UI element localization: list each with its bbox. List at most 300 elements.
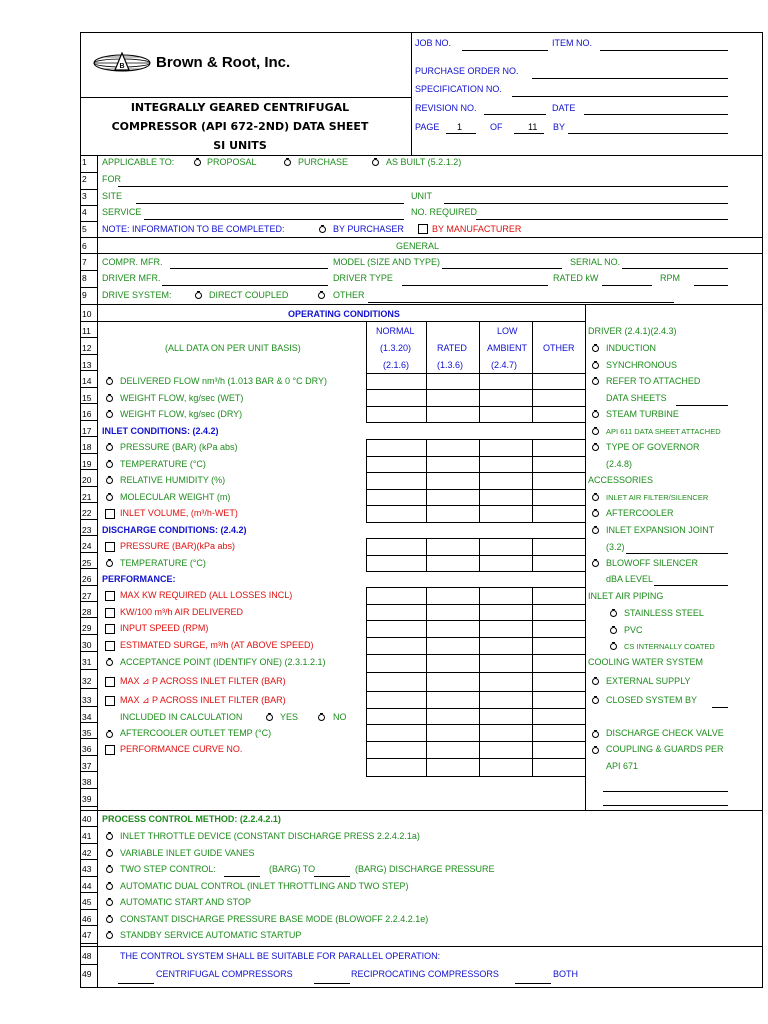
line-separator bbox=[80, 270, 97, 271]
other-field[interactable] bbox=[368, 302, 674, 303]
inlet-conditions-label: INLET CONDITIONS: (2.4.2) bbox=[102, 426, 219, 436]
page-total: 11 bbox=[528, 122, 538, 132]
serial-no-field[interactable] bbox=[622, 268, 728, 269]
line-separator bbox=[80, 876, 97, 877]
weight-flow-dry-label: WEIGHT FLOW, kg/sec (DRY) bbox=[120, 409, 243, 419]
pressure-discharge-label: PRESSURE (BAR)(kPa abs) bbox=[120, 541, 236, 551]
closed-system-label: CLOSED SYSTEM BY bbox=[606, 695, 698, 705]
acceptance-label: ACCEPTANCE POINT (IDENTIFY ONE) (2.3.1.2.1) bbox=[120, 657, 326, 667]
line-separator bbox=[80, 925, 97, 926]
grid-line bbox=[366, 505, 585, 506]
line-separator bbox=[80, 337, 97, 338]
grid-line bbox=[366, 587, 367, 776]
check-valve-label: DISCHARGE CHECK VALVE bbox=[606, 728, 724, 738]
line-separator bbox=[80, 535, 97, 536]
grid-line bbox=[532, 373, 533, 422]
delivered-flow-radio[interactable] bbox=[106, 378, 113, 385]
coupling-radio[interactable] bbox=[592, 747, 599, 754]
grid-line bbox=[366, 406, 585, 407]
line-separator bbox=[80, 205, 97, 206]
line-number: 29 bbox=[82, 623, 92, 633]
line-number: 24 bbox=[82, 541, 92, 551]
purchase-radio[interactable] bbox=[284, 159, 291, 166]
rated-kw-label: RATED kW bbox=[553, 273, 599, 283]
pvc-label: PVC bbox=[624, 625, 643, 635]
yes-radio[interactable] bbox=[266, 714, 273, 721]
performance-curve-label: PERFORMANCE CURVE NO. bbox=[120, 744, 243, 754]
max-kw-box[interactable] bbox=[105, 591, 115, 601]
pressure-inlet-radio[interactable] bbox=[106, 444, 113, 451]
line-separator bbox=[80, 469, 97, 470]
spec-field[interactable] bbox=[512, 96, 728, 97]
closed-system-radio[interactable] bbox=[592, 697, 599, 704]
line-number: 18 bbox=[82, 442, 92, 452]
two-step-label: TWO STEP CONTROL: bbox=[120, 864, 216, 874]
data-sheets-field[interactable] bbox=[676, 405, 728, 406]
max-dp2-label: MAX ⊿ P ACROSS INLET FILTER (BAR) bbox=[120, 695, 286, 705]
site-label: SITE bbox=[102, 191, 123, 201]
dual-label: AUTOMATIC DUAL CONTROL (INLET THROTTLING AND TWO STEP) bbox=[120, 881, 409, 891]
input-speed-box[interactable] bbox=[105, 624, 115, 634]
driver-extra-field-2[interactable] bbox=[603, 805, 728, 806]
divider bbox=[80, 304, 763, 305]
line-separator bbox=[80, 771, 97, 772]
direct-coupled-radio[interactable] bbox=[195, 292, 202, 299]
line-number: 25 bbox=[82, 558, 92, 568]
grid-line bbox=[479, 321, 480, 373]
no-label: NO bbox=[333, 712, 347, 722]
guide-vanes-label: VARIABLE INLET GUIDE VANES bbox=[120, 848, 255, 858]
accessories-label: ACCESSORIES bbox=[588, 475, 654, 485]
external-supply-radio[interactable] bbox=[592, 678, 599, 685]
line-separator bbox=[80, 585, 97, 586]
line-separator bbox=[80, 552, 97, 553]
performance-label: PERFORMANCE: bbox=[102, 574, 176, 584]
no-radio[interactable] bbox=[318, 714, 325, 721]
line-separator bbox=[80, 370, 97, 371]
line-separator bbox=[80, 755, 97, 756]
line-number: 1 bbox=[82, 157, 87, 167]
temperature-discharge-radio[interactable] bbox=[106, 560, 113, 567]
col-ambient: AMBIENT bbox=[487, 343, 528, 353]
barg-discharge-label: (BARG) DISCHARGE PRESSURE bbox=[355, 864, 495, 874]
service-field[interactable] bbox=[144, 219, 404, 220]
no-required-field[interactable] bbox=[476, 219, 728, 220]
pressure-discharge-box[interactable] bbox=[105, 542, 115, 552]
start-stop-radio[interactable] bbox=[106, 899, 113, 906]
grid-line bbox=[366, 439, 585, 440]
note-label: NOTE: INFORMATION TO BE COMPLETED: bbox=[102, 224, 285, 234]
grid-line bbox=[532, 321, 533, 373]
temperature-inlet-radio[interactable] bbox=[106, 461, 113, 468]
driver-extra-field-1[interactable] bbox=[603, 791, 728, 792]
line-number: 42 bbox=[82, 848, 92, 858]
inlet-filter-radio[interactable] bbox=[592, 494, 599, 501]
line-separator bbox=[80, 420, 97, 421]
grid-line bbox=[585, 439, 586, 522]
steam-turbine-label: STEAM TURBINE bbox=[606, 409, 679, 419]
grid-line bbox=[366, 691, 585, 692]
line-number: 36 bbox=[82, 744, 92, 754]
aftercooler-temp-radio[interactable] bbox=[106, 731, 113, 738]
line-number: 44 bbox=[82, 881, 92, 891]
both-field[interactable] bbox=[515, 983, 551, 984]
title-line1: INTEGRALLY GEARED CENTRIFUGAL bbox=[130, 101, 350, 114]
two-step-from-field[interactable] bbox=[224, 876, 260, 877]
line-number: 3 bbox=[82, 191, 87, 201]
line-separator bbox=[80, 601, 97, 602]
reciprocating-field[interactable] bbox=[314, 983, 350, 984]
grid-line bbox=[366, 672, 585, 673]
model-label: MODEL (SIZE AND TYPE) bbox=[333, 257, 441, 267]
col-rated: RATED bbox=[437, 343, 467, 353]
line-number: 34 bbox=[82, 712, 92, 722]
pvc-radio[interactable] bbox=[610, 627, 617, 634]
page-total-field bbox=[514, 133, 544, 134]
reciprocating-label: RECIPROCATING COMPRESSORS bbox=[351, 969, 499, 979]
grid-line bbox=[532, 439, 533, 522]
site-field[interactable] bbox=[136, 203, 404, 204]
line-number: 41 bbox=[82, 831, 92, 841]
line-number: 33 bbox=[82, 695, 92, 705]
title-line3: SI UNITS bbox=[213, 139, 267, 152]
input-speed-label: INPUT SPEED (RPM) bbox=[120, 623, 209, 633]
line-separator bbox=[80, 859, 97, 860]
line-separator bbox=[80, 403, 97, 404]
grid-line bbox=[479, 373, 480, 422]
governor-radio[interactable] bbox=[592, 444, 599, 451]
grid-line bbox=[366, 538, 585, 539]
humidity-radio[interactable] bbox=[106, 477, 113, 484]
line-separator bbox=[80, 943, 97, 944]
line-separator bbox=[80, 387, 97, 388]
general-heading: GENERAL bbox=[396, 241, 440, 251]
refer-label: REFER TO ATTACHED bbox=[606, 376, 701, 386]
discharge-conditions-label: DISCHARGE CONDITIONS: (2.4.2) bbox=[102, 525, 247, 535]
line-number: 40 bbox=[82, 814, 92, 824]
stainless-label: STAINLESS STEEL bbox=[624, 608, 704, 618]
divider bbox=[80, 97, 411, 98]
expansion-joint-label: INLET EXPANSION JOINT bbox=[606, 525, 715, 535]
unit-field[interactable] bbox=[444, 203, 728, 204]
humidity-label: RELATIVE HUMIDITY (%) bbox=[120, 475, 226, 485]
title-line2: COMPRESSOR (API 672-2ND) DATA SHEET bbox=[111, 120, 369, 133]
line-number: 27 bbox=[82, 591, 92, 601]
line-separator bbox=[80, 826, 97, 827]
cs-coated-label: CS INTERNALLY COATED bbox=[624, 642, 715, 651]
blowoff-mode-label: CONSTANT DISCHARGE PRESSURE BASE MODE (BLOWOFF 2.2.4.2.1e) bbox=[120, 914, 429, 924]
by-purchaser-label: BY PURCHASER bbox=[333, 224, 404, 234]
line-separator bbox=[80, 843, 97, 844]
compr-mfr-label: COMPR. MFR. bbox=[102, 257, 163, 267]
synchronous-label: SYNCHRONOUS bbox=[606, 360, 678, 370]
revision-field[interactable] bbox=[484, 114, 546, 115]
line-number: 48 bbox=[82, 951, 92, 961]
model-field[interactable] bbox=[442, 268, 562, 269]
inlet-piping-label: INLET AIR PIPING bbox=[588, 591, 664, 601]
divider bbox=[97, 253, 763, 254]
applicable-to-label: APPLICABLE TO: bbox=[102, 157, 175, 167]
both-label: BOTH bbox=[553, 969, 579, 979]
line-separator bbox=[80, 788, 97, 789]
refer-radio[interactable] bbox=[592, 378, 599, 385]
item-no-label: ITEM NO. bbox=[552, 38, 592, 48]
basis-label: (ALL DATA ON PER UNIT BASIS) bbox=[165, 343, 301, 353]
line-number: 31 bbox=[82, 657, 92, 667]
api611-radio[interactable] bbox=[592, 428, 599, 435]
throttle-radio[interactable] bbox=[106, 833, 113, 840]
line-number: 35 bbox=[82, 728, 92, 738]
weight-flow-wet-label: WEIGHT FLOW, kg/sec (WET) bbox=[120, 393, 244, 403]
stainless-radio[interactable] bbox=[610, 610, 617, 617]
performance-curve-box[interactable] bbox=[105, 745, 115, 755]
centrifugal-field[interactable] bbox=[118, 983, 154, 984]
line-number: 20 bbox=[82, 475, 92, 485]
blowoff-mode-radio[interactable] bbox=[106, 916, 113, 923]
grid-line bbox=[366, 456, 585, 457]
grid-line bbox=[366, 373, 367, 422]
yes-label: YES bbox=[280, 712, 299, 722]
dual-radio[interactable] bbox=[106, 883, 113, 890]
driver-mfr-field[interactable] bbox=[162, 285, 328, 286]
max-dp1-label: MAX ⊿ P ACROSS INLET FILTER (BAR) bbox=[120, 676, 286, 686]
company-logo bbox=[92, 52, 152, 74]
expansion-ref-field[interactable] bbox=[626, 553, 728, 554]
by-field[interactable] bbox=[568, 133, 728, 134]
check-valve-radio[interactable] bbox=[592, 731, 599, 738]
synchronous-radio[interactable] bbox=[592, 362, 599, 369]
barg-to-label: (BARG) TO bbox=[269, 864, 316, 874]
grid-line bbox=[585, 538, 586, 571]
proposal-radio[interactable] bbox=[194, 159, 201, 166]
induction-radio[interactable] bbox=[592, 345, 599, 352]
max-kw-label: MAX KW REQUIRED (ALL LOSSES INCL) bbox=[120, 590, 293, 600]
centrifugal-label: CENTRIFUGAL COMPRESSORS bbox=[156, 969, 293, 979]
dba-label: dBA LEVEL bbox=[606, 574, 654, 584]
page-number: 1 bbox=[457, 122, 463, 132]
line-separator bbox=[80, 688, 97, 689]
operating-heading: OPERATING CONDITIONS bbox=[288, 309, 400, 319]
line-separator bbox=[80, 436, 97, 437]
as-built-radio[interactable] bbox=[372, 159, 379, 166]
service-label: SERVICE bbox=[102, 207, 142, 217]
grid-line bbox=[366, 422, 585, 423]
line-number: 37 bbox=[82, 761, 92, 771]
line-number: 8 bbox=[82, 273, 87, 283]
line-number: 4 bbox=[82, 207, 87, 217]
date-field[interactable] bbox=[584, 114, 728, 115]
compr-mfr-field[interactable] bbox=[170, 268, 328, 269]
grid-line bbox=[366, 489, 585, 490]
line-number: 21 bbox=[82, 492, 92, 502]
delivered-flow-label: DELIVERED FLOW nm³/h (1.013 BAR & 0 °C DRY) bbox=[120, 376, 327, 386]
pressure-inlet-label: PRESSURE (BAR) (kPa abs) bbox=[120, 442, 238, 452]
grid-line bbox=[366, 571, 585, 572]
line-number: 45 bbox=[82, 897, 92, 907]
purchase-label: PURCHASE bbox=[298, 157, 349, 167]
grid-line bbox=[366, 555, 585, 556]
closed-system-field[interactable] bbox=[712, 707, 728, 708]
steam-turbine-radio[interactable] bbox=[592, 411, 599, 418]
line-separator bbox=[80, 221, 97, 222]
line-number: 5 bbox=[82, 224, 87, 234]
grid-line bbox=[366, 654, 585, 655]
col-normal: NORMAL bbox=[376, 326, 415, 336]
inlet-filter-label: INLET AIR FILTER/SILENCER bbox=[606, 493, 709, 502]
grid-line bbox=[366, 708, 585, 709]
proposal-label: PROPOSAL bbox=[207, 157, 257, 167]
line-separator bbox=[80, 189, 97, 190]
po-field[interactable] bbox=[532, 78, 728, 79]
line-number: 11 bbox=[82, 326, 91, 336]
expansion-ref-label: (3.2) bbox=[606, 542, 625, 552]
line-number: 30 bbox=[82, 640, 92, 650]
grid-line bbox=[585, 373, 586, 422]
other-radio[interactable] bbox=[318, 292, 325, 299]
rated-kw-field[interactable] bbox=[602, 285, 652, 286]
aftercooler-radio[interactable] bbox=[592, 510, 599, 517]
guide-vanes-radio[interactable] bbox=[106, 850, 113, 857]
line-number: 17 bbox=[82, 426, 92, 436]
two-step-to-field[interactable] bbox=[314, 876, 350, 877]
line-separator bbox=[80, 502, 97, 503]
po-label: PURCHASE ORDER NO. bbox=[415, 66, 519, 76]
api671-label: API 671 bbox=[606, 761, 639, 771]
line-number: 22 bbox=[82, 508, 92, 518]
grid-line bbox=[426, 373, 427, 422]
two-step-radio[interactable] bbox=[106, 866, 113, 873]
company-name: Brown & Root, Inc. bbox=[156, 54, 291, 71]
molecular-weight-radio[interactable] bbox=[106, 494, 113, 501]
for-label: FOR bbox=[102, 174, 121, 184]
temperature-inlet-label: TEMPERATURE (°C) bbox=[120, 459, 206, 469]
divider bbox=[80, 810, 763, 811]
inlet-volume-label: INLET VOLUME, (m³/h-WET) bbox=[120, 508, 238, 518]
coupling-label: COUPLING & GUARDS PER bbox=[606, 744, 724, 754]
aftercooler-temp-label: AFTERCOOLER OUTLET TEMP (°C) bbox=[120, 728, 272, 738]
process-control-heading: PROCESS CONTROL METHOD: (2.2.4.2.1) bbox=[102, 814, 281, 824]
rpm-field[interactable] bbox=[694, 285, 728, 286]
date-label: DATE bbox=[552, 103, 576, 113]
induction-label: INDUCTION bbox=[606, 343, 656, 353]
line-number: 10 bbox=[82, 309, 92, 319]
grid-line bbox=[366, 373, 585, 374]
item-no-field[interactable] bbox=[600, 50, 728, 51]
line-separator bbox=[80, 253, 97, 254]
kw-100-box[interactable] bbox=[105, 608, 115, 618]
job-no-field[interactable] bbox=[462, 50, 548, 51]
for-field[interactable] bbox=[118, 186, 728, 187]
col-other: OTHER bbox=[543, 343, 575, 353]
grid-line bbox=[479, 439, 480, 522]
line-separator bbox=[80, 738, 97, 739]
line-number: 12 bbox=[82, 343, 92, 353]
standby-radio[interactable] bbox=[106, 932, 113, 939]
dba-field[interactable] bbox=[654, 585, 728, 586]
line-number: 38 bbox=[82, 777, 92, 787]
line-number: 16 bbox=[82, 409, 92, 419]
grid-line bbox=[366, 439, 367, 522]
surge-box[interactable] bbox=[105, 641, 115, 651]
governor-ref-label: (2.4.8) bbox=[606, 459, 633, 469]
spec-label: SPECIFICATION NO. bbox=[415, 84, 502, 94]
line-separator bbox=[80, 964, 97, 965]
other-label: OTHER bbox=[333, 290, 365, 300]
grid-line bbox=[366, 637, 585, 638]
line-number: 46 bbox=[82, 914, 92, 924]
grid-line bbox=[366, 620, 585, 621]
col-rated-ref: (1.3.6) bbox=[437, 360, 464, 370]
driver-type-label: DRIVER TYPE bbox=[333, 273, 393, 283]
line-separator bbox=[80, 354, 97, 355]
unit-label: UNIT bbox=[411, 191, 432, 201]
line-separator bbox=[80, 237, 97, 238]
max-dp1-box[interactable] bbox=[105, 677, 115, 687]
by-manufacturer-box bbox=[418, 224, 428, 234]
surge-label: ESTIMATED SURGE, m³/h (AT ABOVE SPEED) bbox=[120, 640, 314, 650]
line-number: 13 bbox=[82, 360, 92, 370]
weight-flow-wet-radio[interactable] bbox=[106, 395, 113, 402]
external-supply-label: EXTERNAL SUPPLY bbox=[606, 676, 691, 686]
col-normal-ref2: (2.1.6) bbox=[383, 360, 410, 370]
line-number: 6 bbox=[82, 241, 87, 251]
line-number: 28 bbox=[82, 607, 92, 617]
divider bbox=[97, 321, 585, 322]
grid-line bbox=[426, 439, 427, 522]
line-separator bbox=[80, 892, 97, 893]
inlet-volume-box[interactable] bbox=[105, 509, 115, 519]
cs-coated-radio[interactable] bbox=[610, 643, 617, 650]
line-separator bbox=[80, 287, 97, 288]
grid-line bbox=[366, 776, 585, 777]
job-no-label: JOB NO. bbox=[415, 38, 452, 48]
line-number: 15 bbox=[82, 393, 92, 403]
grid-line bbox=[366, 389, 585, 390]
by-label: BY bbox=[553, 122, 566, 132]
line-separator bbox=[80, 722, 97, 723]
revision-label: REVISION NO. bbox=[415, 103, 477, 113]
line-number: 2 bbox=[82, 174, 87, 184]
line-number: 23 bbox=[82, 525, 92, 535]
line-number: 43 bbox=[82, 864, 92, 874]
grid-line bbox=[366, 587, 585, 588]
grid-line bbox=[366, 758, 585, 759]
col-low: LOW bbox=[497, 326, 518, 336]
divider bbox=[80, 155, 763, 156]
as-built-label: AS BUILT (5.2.1.2) bbox=[386, 157, 462, 167]
line-separator bbox=[80, 617, 97, 618]
api611-label: API 611 DATA SHEET ATTACHED bbox=[606, 427, 721, 436]
weight-flow-dry-radio[interactable] bbox=[106, 411, 113, 418]
of-label: OF bbox=[490, 122, 503, 132]
col-normal-ref: (1.3.20) bbox=[380, 343, 412, 353]
grid-line bbox=[366, 321, 367, 373]
rpm-label: RPM bbox=[660, 273, 680, 283]
expansion-joint-radio[interactable] bbox=[592, 527, 599, 534]
driver-type-field[interactable] bbox=[402, 285, 548, 286]
line-separator bbox=[80, 568, 97, 569]
line-number: 26 bbox=[82, 574, 92, 584]
acceptance-radio[interactable] bbox=[106, 659, 113, 666]
line-separator bbox=[80, 651, 97, 652]
line-separator bbox=[80, 806, 97, 807]
line-number: 7 bbox=[82, 257, 87, 267]
max-dp2-box[interactable] bbox=[105, 696, 115, 706]
direct-coupled-label: DIRECT COUPLED bbox=[209, 290, 289, 300]
line-separator bbox=[80, 706, 97, 707]
page-label: PAGE bbox=[415, 122, 440, 132]
blowoff-radio[interactable] bbox=[592, 560, 599, 567]
